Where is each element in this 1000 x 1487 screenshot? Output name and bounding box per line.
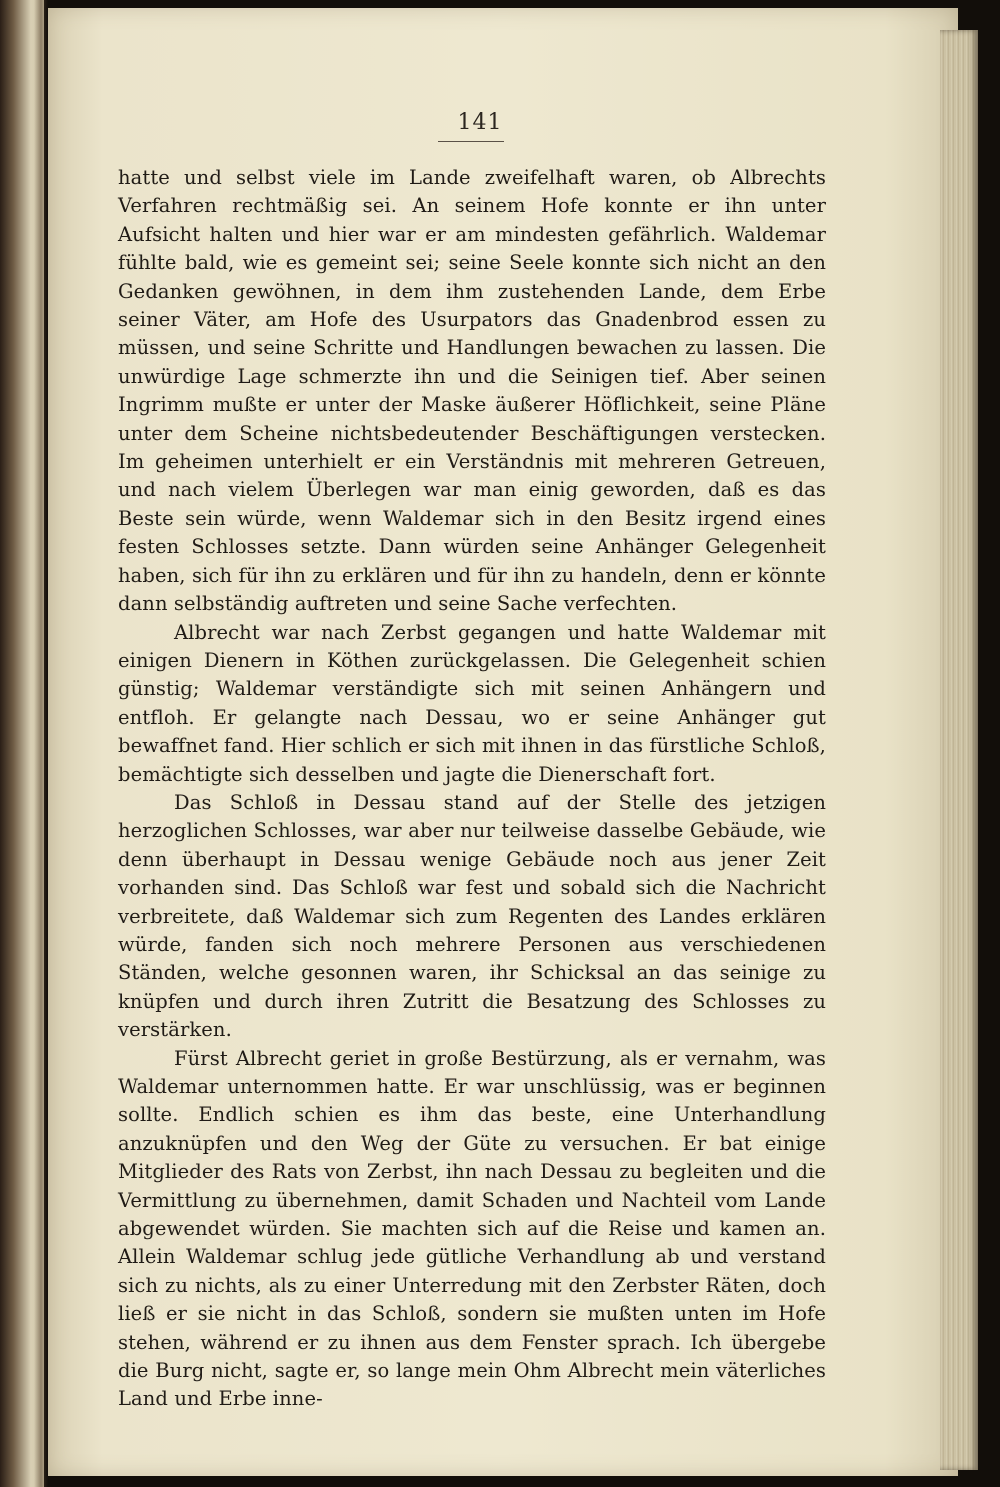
body-text (118, 164, 826, 1414)
paragraph: Albrecht war nach Zerbst gegangen und hatte Waldemar mit einigen Dienern in Köthen zurückgelassen. Die Gelegenheit schien günstig; Waldemar verständigte sich mit seinen Anhängern und entfloh. Er gelangte nach Dessau, wo er seine Anhänger gut bewaffnet fand. Hier schlich er sich mit ihnen in das fürstliche Schloß, bemächtigte sich desselben und jagte die Dienerschaft fort. (118, 620, 826, 786)
right-page-stack (940, 30, 978, 1470)
paragraph: Fürst Albrecht geriet in große Bestürzung, als er vernahm, was Waldemar unternommen hatte. Er war unschlüssig, was er beginnen sollte. Endlich schien es ihm das beste, eine Unterhandlung anzuknüpfen und den Weg der Güte zu versuchen. Er bat einige Mitglieder des Rats von Zerbst, ihn nach Dessau zu begleiten und die Vermittlung zu übernehmen, damit Schaden und Nachteil vom Lande abgewendet würden. Sie machten sich auf die Reise und kamen an. Allein Waldemar schlug jede gütliche Verhandlung ab und verstand sich zu nichts, als zu einer Unterredung mit den Zerbster Räten, doch ließ er sie nicht in das Schloß, sondern sie mußten unten im Hofe stehen, während er zu ihnen aus dem Fenster sprach. Ich übergebe die Burg nicht, sagte er, so lange mein Ohm Albrecht mein väterliches Land und Erbe inne- (118, 1046, 826, 1411)
page-number-rule (438, 141, 504, 142)
paragraph: hatte und selbst viele im Lande zweifelhaft waren, ob Albrechts Verfahren rechtmäßig sei. An seinem Hofe konnte er ihn unter Aufsicht halten und hier war er am mindesten gefährlich. Waldemar fühlte bald, wie es gemeint sei; seine Seele konnte sich nicht an den Gedanken gewöhnen, in dem ihm zustehenden Lande, dem Erbe seiner Väter, am Hofe des Usurpators das Gnadenbrod essen zu müssen, und seine Schritte und Handlungen bewachen zu lassen. Die unwürdige Lage schmerzte ihn und die Seinigen tief. Aber seinen Ingrimm mußte er unter der Maske äußerer Höflichkeit, seine Pläne unter dem Scheine nichtsbedeutender Beschäftigungen verstecken. Im geheimen unterhielt er ein Verständnis mit mehreren Getreuen, und nach vielem Überlegen war man einig geworden, daß es das Beste sein würde, wenn Waldemar sich in den Besitz irgend eines festen Schlosses setzte. Dann würden seine Anhänger Gelegenheit haben, sich für ihn zu erklären und für ihn zu handeln, denn er könnte dann selbständig auftreten und seine Sache verfechten. (118, 166, 826, 616)
page-number: 141 (457, 110, 503, 135)
page-gutter-shadow (34, 0, 48, 1487)
paragraph: Das Schloß in Dessau stand auf der Stelle des jetzigen herzoglichen Schlosses, war aber nur teilweise dasselbe Gebäude, wie denn überhaupt in Dessau wenige Gebäude noch aus jener Zeit vorhanden sind. Das Schloß war fest und sobald sich die Nachricht verbreitete, daß Waldemar sich zum Regenten des Landes erklären würde, fanden sich noch mehrere Personen aus verschiedenen Ständen, welche gesonnen waren, ihr Schicksal an das seinige zu knüpfen und durch ihren Zutritt die Besatzung des Schlosses zu verstärken. (118, 790, 826, 1042)
